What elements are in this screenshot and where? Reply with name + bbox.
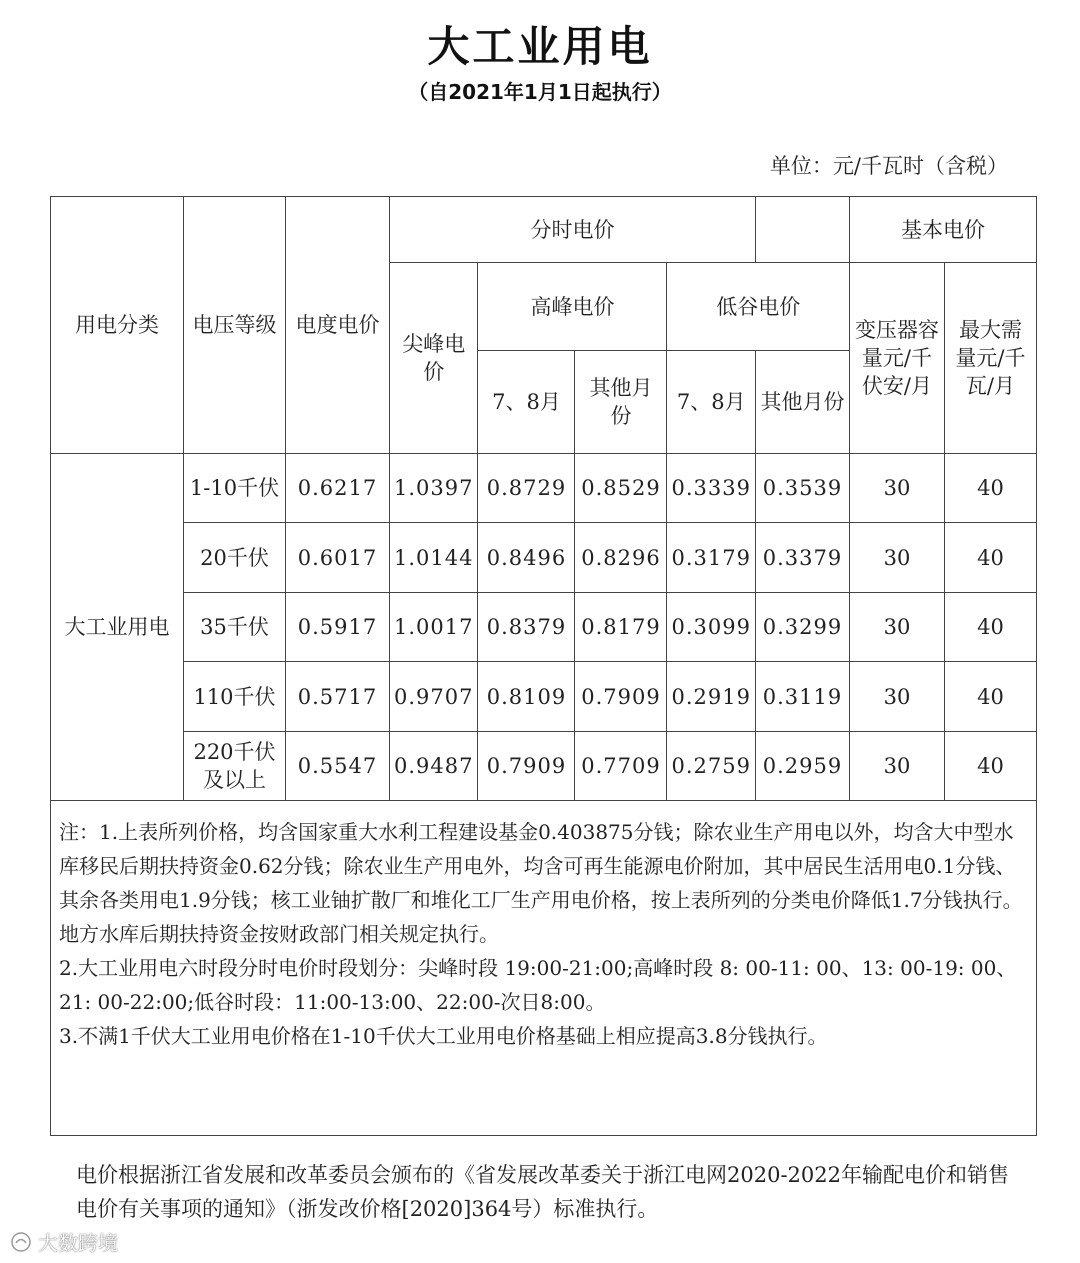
sharp-price-cell: 0.9487 bbox=[390, 732, 478, 801]
peak-jul-aug-cell: 0.8379 bbox=[478, 593, 575, 662]
voltage-cell: 110千伏 bbox=[184, 662, 286, 732]
header-peak-jul-aug: 7、8月 bbox=[478, 351, 575, 454]
valley-jul-aug-cell: 0.2759 bbox=[667, 732, 755, 801]
peak-other-cell: 0.7909 bbox=[575, 662, 667, 732]
sharp-price-cell: 1.0144 bbox=[390, 523, 478, 593]
capacity-cell: 30 bbox=[849, 732, 944, 801]
voltage-cell: 20千伏 bbox=[184, 523, 286, 593]
demand-cell: 40 bbox=[944, 454, 1036, 523]
header-valley-group: 低谷电价 bbox=[667, 263, 849, 351]
peak-other-cell: 0.8529 bbox=[575, 454, 667, 523]
table-row bbox=[51, 523, 1037, 593]
valley-jul-aug-cell: 0.3179 bbox=[667, 523, 755, 593]
header-transformer-capacity: 变压器容量元/千伏安/月 bbox=[849, 263, 944, 454]
header-category: 用电分类 bbox=[51, 197, 184, 454]
effective-date: （自2021年1月1日起执行） bbox=[408, 80, 672, 104]
header-energy-price: 电度电价 bbox=[286, 197, 390, 454]
energy-price-cell: 0.5547 bbox=[286, 732, 390, 801]
valley-other-cell: 0.2959 bbox=[755, 732, 849, 801]
header-max-demand: 最大需量元/千瓦/月 bbox=[944, 263, 1036, 454]
page-title: 大工业用电 bbox=[427, 22, 653, 71]
header-valley-jul-aug: 7、8月 bbox=[667, 351, 755, 454]
price-table bbox=[50, 196, 1037, 1136]
valley-jul-aug-cell: 0.3339 bbox=[667, 454, 755, 523]
peak-other-cell: 0.8179 bbox=[575, 593, 667, 662]
footer-source-note: 电价根据浙江省发展和改革委员会颁布的《省发展改革委关于浙江电网2020-2022年输配电价和销售电价有关事项的通知》（浙发改价格[2020]364号）标准执行。 bbox=[76, 1163, 1009, 1221]
unit-label: 单位：元/千瓦时（含税） bbox=[769, 154, 1008, 178]
demand-cell: 40 bbox=[944, 593, 1036, 662]
sharp-price-cell: 0.9707 bbox=[390, 662, 478, 732]
valley-other-cell: 0.3379 bbox=[755, 523, 849, 593]
valley-jul-aug-cell: 0.3099 bbox=[667, 593, 755, 662]
sharp-price-cell: 1.0017 bbox=[390, 593, 478, 662]
valley-other-cell: 0.3539 bbox=[755, 454, 849, 523]
voltage-cell: 1-10千伏 bbox=[184, 454, 286, 523]
header-basic-group: 基本电价 bbox=[849, 197, 1036, 263]
demand-cell: 40 bbox=[944, 662, 1036, 732]
voltage-cell: 35千伏 bbox=[184, 593, 286, 662]
note-2: 2.大工业用电六时段分时电价时段划分：尖峰时段 19:00-21:00;高峰时段 8: 00-11: 00、13: 00-19: 00、21: 00-22:00;低谷时段：11:00-13:00、22:00-次日8:00。 bbox=[59, 956, 1017, 1014]
note-1: 注：1.上表所列价格，均含国家重大水利工程建设基金0.403875分钱；除农业生产用电以外，均含大中型水库移民后期扶持资金0.62分钱；除农业生产用电外，均含可再生能源电价附加，其中居民生活用电0.1分钱、其余各类用电1.9分钱；核工业铀扩散厂和堆化工厂生产用电价格，按上表所列的分类电价降低1.7分钱执行。地方水库后期扶持资金按财政部门相关规定执行。 bbox=[59, 820, 1023, 946]
capacity-cell: 30 bbox=[849, 454, 944, 523]
note-3: 3.不满1千伏大工业用电价格在1-10千伏大工业用电价格基础上相应提高3.8分钱执行。 bbox=[59, 1024, 828, 1048]
header-peak-other: 其他月份 bbox=[575, 351, 667, 454]
peak-other-cell: 0.7709 bbox=[575, 732, 667, 801]
valley-other-cell: 0.3299 bbox=[755, 593, 849, 662]
demand-cell: 40 bbox=[944, 732, 1036, 801]
peak-jul-aug-cell: 0.7909 bbox=[478, 732, 575, 801]
watermark-logo-icon bbox=[10, 1231, 32, 1253]
capacity-cell: 30 bbox=[849, 662, 944, 732]
energy-price-cell: 0.5917 bbox=[286, 593, 390, 662]
capacity-cell: 30 bbox=[849, 593, 944, 662]
header-tou-group: 分时电价 bbox=[390, 197, 756, 263]
watermark-text: 大数跨境 bbox=[38, 1231, 118, 1255]
category-cell: 大工业用电 bbox=[51, 454, 184, 801]
peak-jul-aug-cell: 0.8109 bbox=[478, 662, 575, 732]
notes-cell bbox=[51, 801, 1037, 1136]
demand-cell: 40 bbox=[944, 523, 1036, 593]
table-row bbox=[51, 454, 1037, 523]
header-sharp-peak: 尖峰电价 bbox=[390, 263, 478, 454]
table-row bbox=[51, 593, 1037, 662]
peak-jul-aug-cell: 0.8496 bbox=[478, 523, 575, 593]
header-empty-cell bbox=[755, 197, 849, 263]
energy-price-cell: 0.6017 bbox=[286, 523, 390, 593]
valley-jul-aug-cell: 0.2919 bbox=[667, 662, 755, 732]
energy-price-cell: 0.6217 bbox=[286, 454, 390, 523]
header-voltage: 电压等级 bbox=[184, 197, 286, 454]
table-row bbox=[51, 732, 1037, 801]
energy-price-cell: 0.5717 bbox=[286, 662, 390, 732]
peak-jul-aug-cell: 0.8729 bbox=[478, 454, 575, 523]
header-peak-group: 高峰电价 bbox=[478, 263, 667, 351]
voltage-cell: 220千伏及以上 bbox=[184, 732, 286, 801]
sharp-price-cell: 1.0397 bbox=[390, 454, 478, 523]
capacity-cell: 30 bbox=[849, 523, 944, 593]
table-row bbox=[51, 662, 1037, 732]
peak-other-cell: 0.8296 bbox=[575, 523, 667, 593]
valley-other-cell: 0.3119 bbox=[755, 662, 849, 732]
header-valley-other: 其他月份 bbox=[755, 351, 849, 454]
watermark bbox=[10, 1227, 118, 1256]
